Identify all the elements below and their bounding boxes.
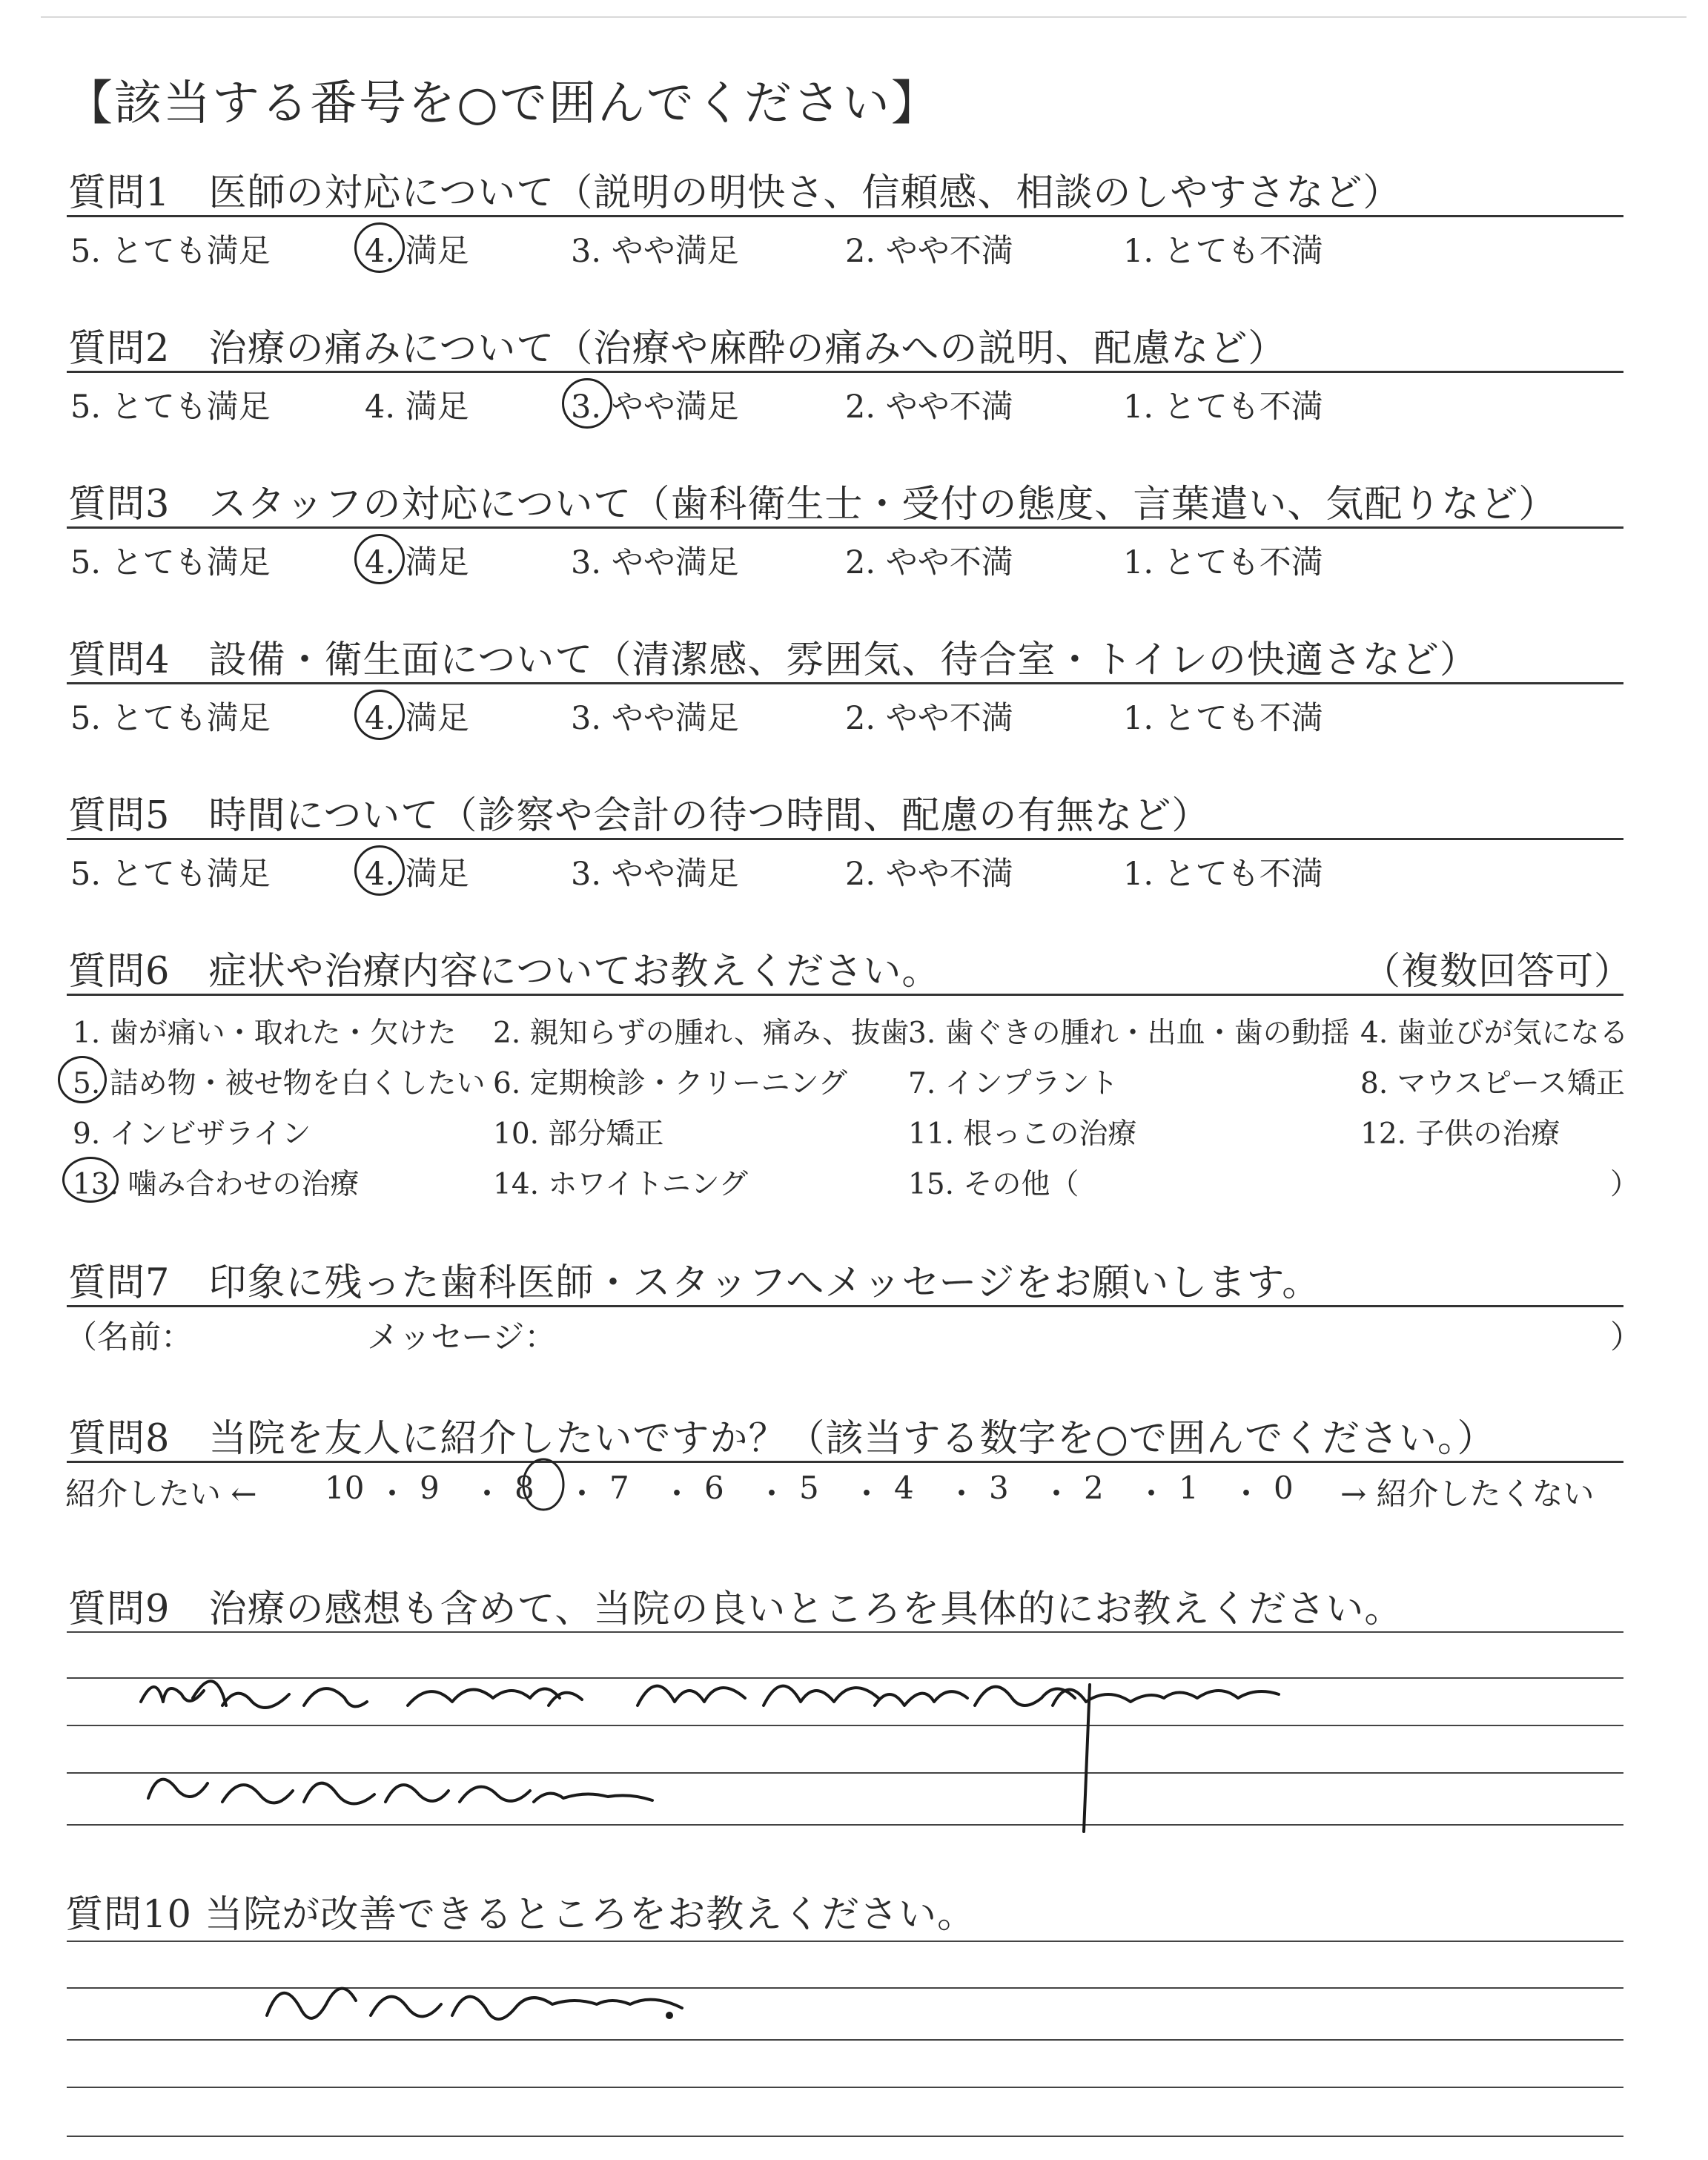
- question-6-note: （複数回答可）: [1363, 950, 1633, 994]
- q6-option-2[interactable]: 2. 親知らずの腫れ、痛み、抜歯: [493, 1017, 910, 1050]
- q8-scale-number-2[interactable]: 2: [1084, 1470, 1104, 1506]
- q8-scale-separator: ・: [756, 1476, 788, 1512]
- q3-option-4[interactable]: 4. 満足: [365, 544, 469, 581]
- q8-scale-separator: ・: [1136, 1476, 1168, 1512]
- q8-scale-separator: ・: [946, 1476, 978, 1512]
- q1-option-5[interactable]: 5. とても満足: [70, 233, 271, 270]
- q3-option-3[interactable]: 3. やや満足: [571, 544, 739, 581]
- q6-option-12[interactable]: 12. 子供の治療: [1360, 1117, 1560, 1151]
- q8-scale-number-7[interactable]: 7: [609, 1470, 629, 1506]
- q6-option-1[interactable]: 1. 歯が痛い・取れた・欠けた: [73, 1017, 457, 1050]
- q2-option-4[interactable]: 4. 満足: [365, 389, 469, 426]
- q2-option-5[interactable]: 5. とても満足: [70, 389, 271, 426]
- page-title: 【該当する番号を○で囲んでください】: [65, 76, 940, 131]
- q2-option-2[interactable]: 2. やや不満: [845, 389, 1013, 426]
- q8-scale-number-1[interactable]: 1: [1179, 1470, 1199, 1506]
- q8-left-label: 紹介したい ←: [65, 1476, 257, 1512]
- q8-scale-number-4[interactable]: 4: [894, 1470, 914, 1506]
- q1-option-4[interactable]: 4. 満足: [365, 233, 469, 270]
- q1-option-2[interactable]: 2. やや不満: [845, 233, 1013, 270]
- q5-option-1[interactable]: 1. とても不満: [1123, 856, 1323, 893]
- q8-scale-separator: ・: [471, 1476, 503, 1512]
- q8-scale-number-8[interactable]: 8: [514, 1470, 534, 1506]
- q8-scale-number-0[interactable]: 0: [1274, 1470, 1294, 1506]
- q2-option-1[interactable]: 1. とても不満: [1123, 389, 1323, 426]
- q3-option-1[interactable]: 1. とても不満: [1123, 544, 1323, 581]
- q8-scale-separator: ・: [661, 1476, 693, 1512]
- q4-option-2[interactable]: 2. やや不満: [845, 700, 1013, 737]
- question-4-text: 質問4 設備・衛生面について（清潔感、雰囲気、待合室・トイレの快適さなど）: [68, 638, 1478, 682]
- q4-option-1[interactable]: 1. とても不満: [1123, 700, 1323, 737]
- q8-scale-number-9[interactable]: 9: [420, 1470, 440, 1506]
- q5-option-5[interactable]: 5. とても満足: [70, 856, 271, 893]
- q2-option-3[interactable]: 3. やや満足: [571, 389, 739, 426]
- q6-option-10[interactable]: 10. 部分矯正: [493, 1117, 664, 1151]
- q8-scale-separator: ・: [566, 1476, 598, 1512]
- q6-option-15[interactable]: 15. その他（: [908, 1168, 1079, 1201]
- q8-selection-circle: [523, 1459, 563, 1510]
- question-10-text: 質問10 当院が改善できるところをお教えください。: [65, 1893, 976, 1937]
- q6-option-6[interactable]: 6. 定期検診・クリーニング: [493, 1067, 847, 1100]
- question-1-text: 質問1 医師の対応について（説明の明快さ、信頼感、相談のしやすさなど）: [68, 171, 1402, 215]
- q6-option-14[interactable]: 14. ホワイトニング: [493, 1168, 748, 1201]
- question-6-text: 質問6 症状や治療内容についてお教えください。: [68, 950, 941, 994]
- q3-option-5[interactable]: 5. とても満足: [70, 544, 271, 581]
- question-9-text: 質問9 治療の感想も含めて、当院の良いところを具体的にお教えください。: [68, 1588, 1403, 1631]
- q8-scale-separator: ・: [377, 1476, 408, 1512]
- q6-option-4[interactable]: 4. 歯並びが気になる: [1360, 1017, 1629, 1050]
- question-7-text: 質問7 印象に残った歯科医師・スタッフへメッセージをお願いします。: [68, 1261, 1321, 1305]
- q8-scale-separator: ・: [1231, 1476, 1262, 1512]
- q6-option-7[interactable]: 7. インプラント: [908, 1067, 1119, 1100]
- q7-close-paren: ）: [1610, 1319, 1642, 1356]
- q4-option-5[interactable]: 5. とても満足: [70, 700, 271, 737]
- q6-option-15-close: ）: [1610, 1168, 1640, 1201]
- q8-right-label: → 紹介したくない: [1340, 1476, 1595, 1512]
- q1-option-3[interactable]: 3. やや満足: [571, 233, 739, 270]
- q5-option-2[interactable]: 2. やや不満: [845, 856, 1013, 893]
- q6-option-5[interactable]: 5. 詰め物・被せ物を白くしたい: [73, 1067, 486, 1100]
- q4-option-4[interactable]: 4. 満足: [365, 700, 469, 737]
- q5-option-4[interactable]: 4. 満足: [365, 856, 469, 893]
- q6-option-8[interactable]: 8. マウスピース矯正: [1360, 1067, 1625, 1100]
- q8-scale-number-10[interactable]: 10: [325, 1470, 365, 1506]
- q8-scale-separator: ・: [851, 1476, 883, 1512]
- q7-name-label: （名前：: [65, 1319, 193, 1356]
- question-2-text: 質問2 治療の痛みについて（治療や麻酔の痛みへの説明、配慮など）: [68, 327, 1287, 371]
- question-5-text: 質問5 時間について（診察や会計の待つ時間、配慮の有無など）: [68, 794, 1211, 838]
- q1-option-1[interactable]: 1. とても不満: [1123, 233, 1323, 270]
- q8-scale-number-3[interactable]: 3: [989, 1470, 1009, 1506]
- q8-scale-separator: ・: [1041, 1476, 1073, 1512]
- q4-option-3[interactable]: 3. やや満足: [571, 700, 739, 737]
- q6-option-11[interactable]: 11. 根っこの治療: [908, 1117, 1137, 1151]
- q8-scale-number-5[interactable]: 5: [799, 1470, 819, 1506]
- question-3-text: 質問3 スタッフの対応について（歯科衛生士・受付の態度、言葉遣い、気配りなど）: [68, 483, 1558, 526]
- q3-option-2[interactable]: 2. やや不満: [845, 544, 1013, 581]
- q5-option-3[interactable]: 3. やや満足: [571, 856, 739, 893]
- question-8-text: 質問8 当院を友人に紹介したいですか？（該当する数字を○で囲んでください。）: [68, 1417, 1496, 1461]
- q8-scale-number-6[interactable]: 6: [704, 1470, 724, 1506]
- q6-option-13[interactable]: 13. 噛み合わせの治療: [73, 1168, 360, 1201]
- q6-option-3[interactable]: 3. 歯ぐきの腫れ・出血・歯の動揺: [908, 1017, 1350, 1050]
- q7-message-label: メッセージ：: [367, 1319, 557, 1356]
- q6-option-9[interactable]: 9. インビザライン: [73, 1117, 311, 1151]
